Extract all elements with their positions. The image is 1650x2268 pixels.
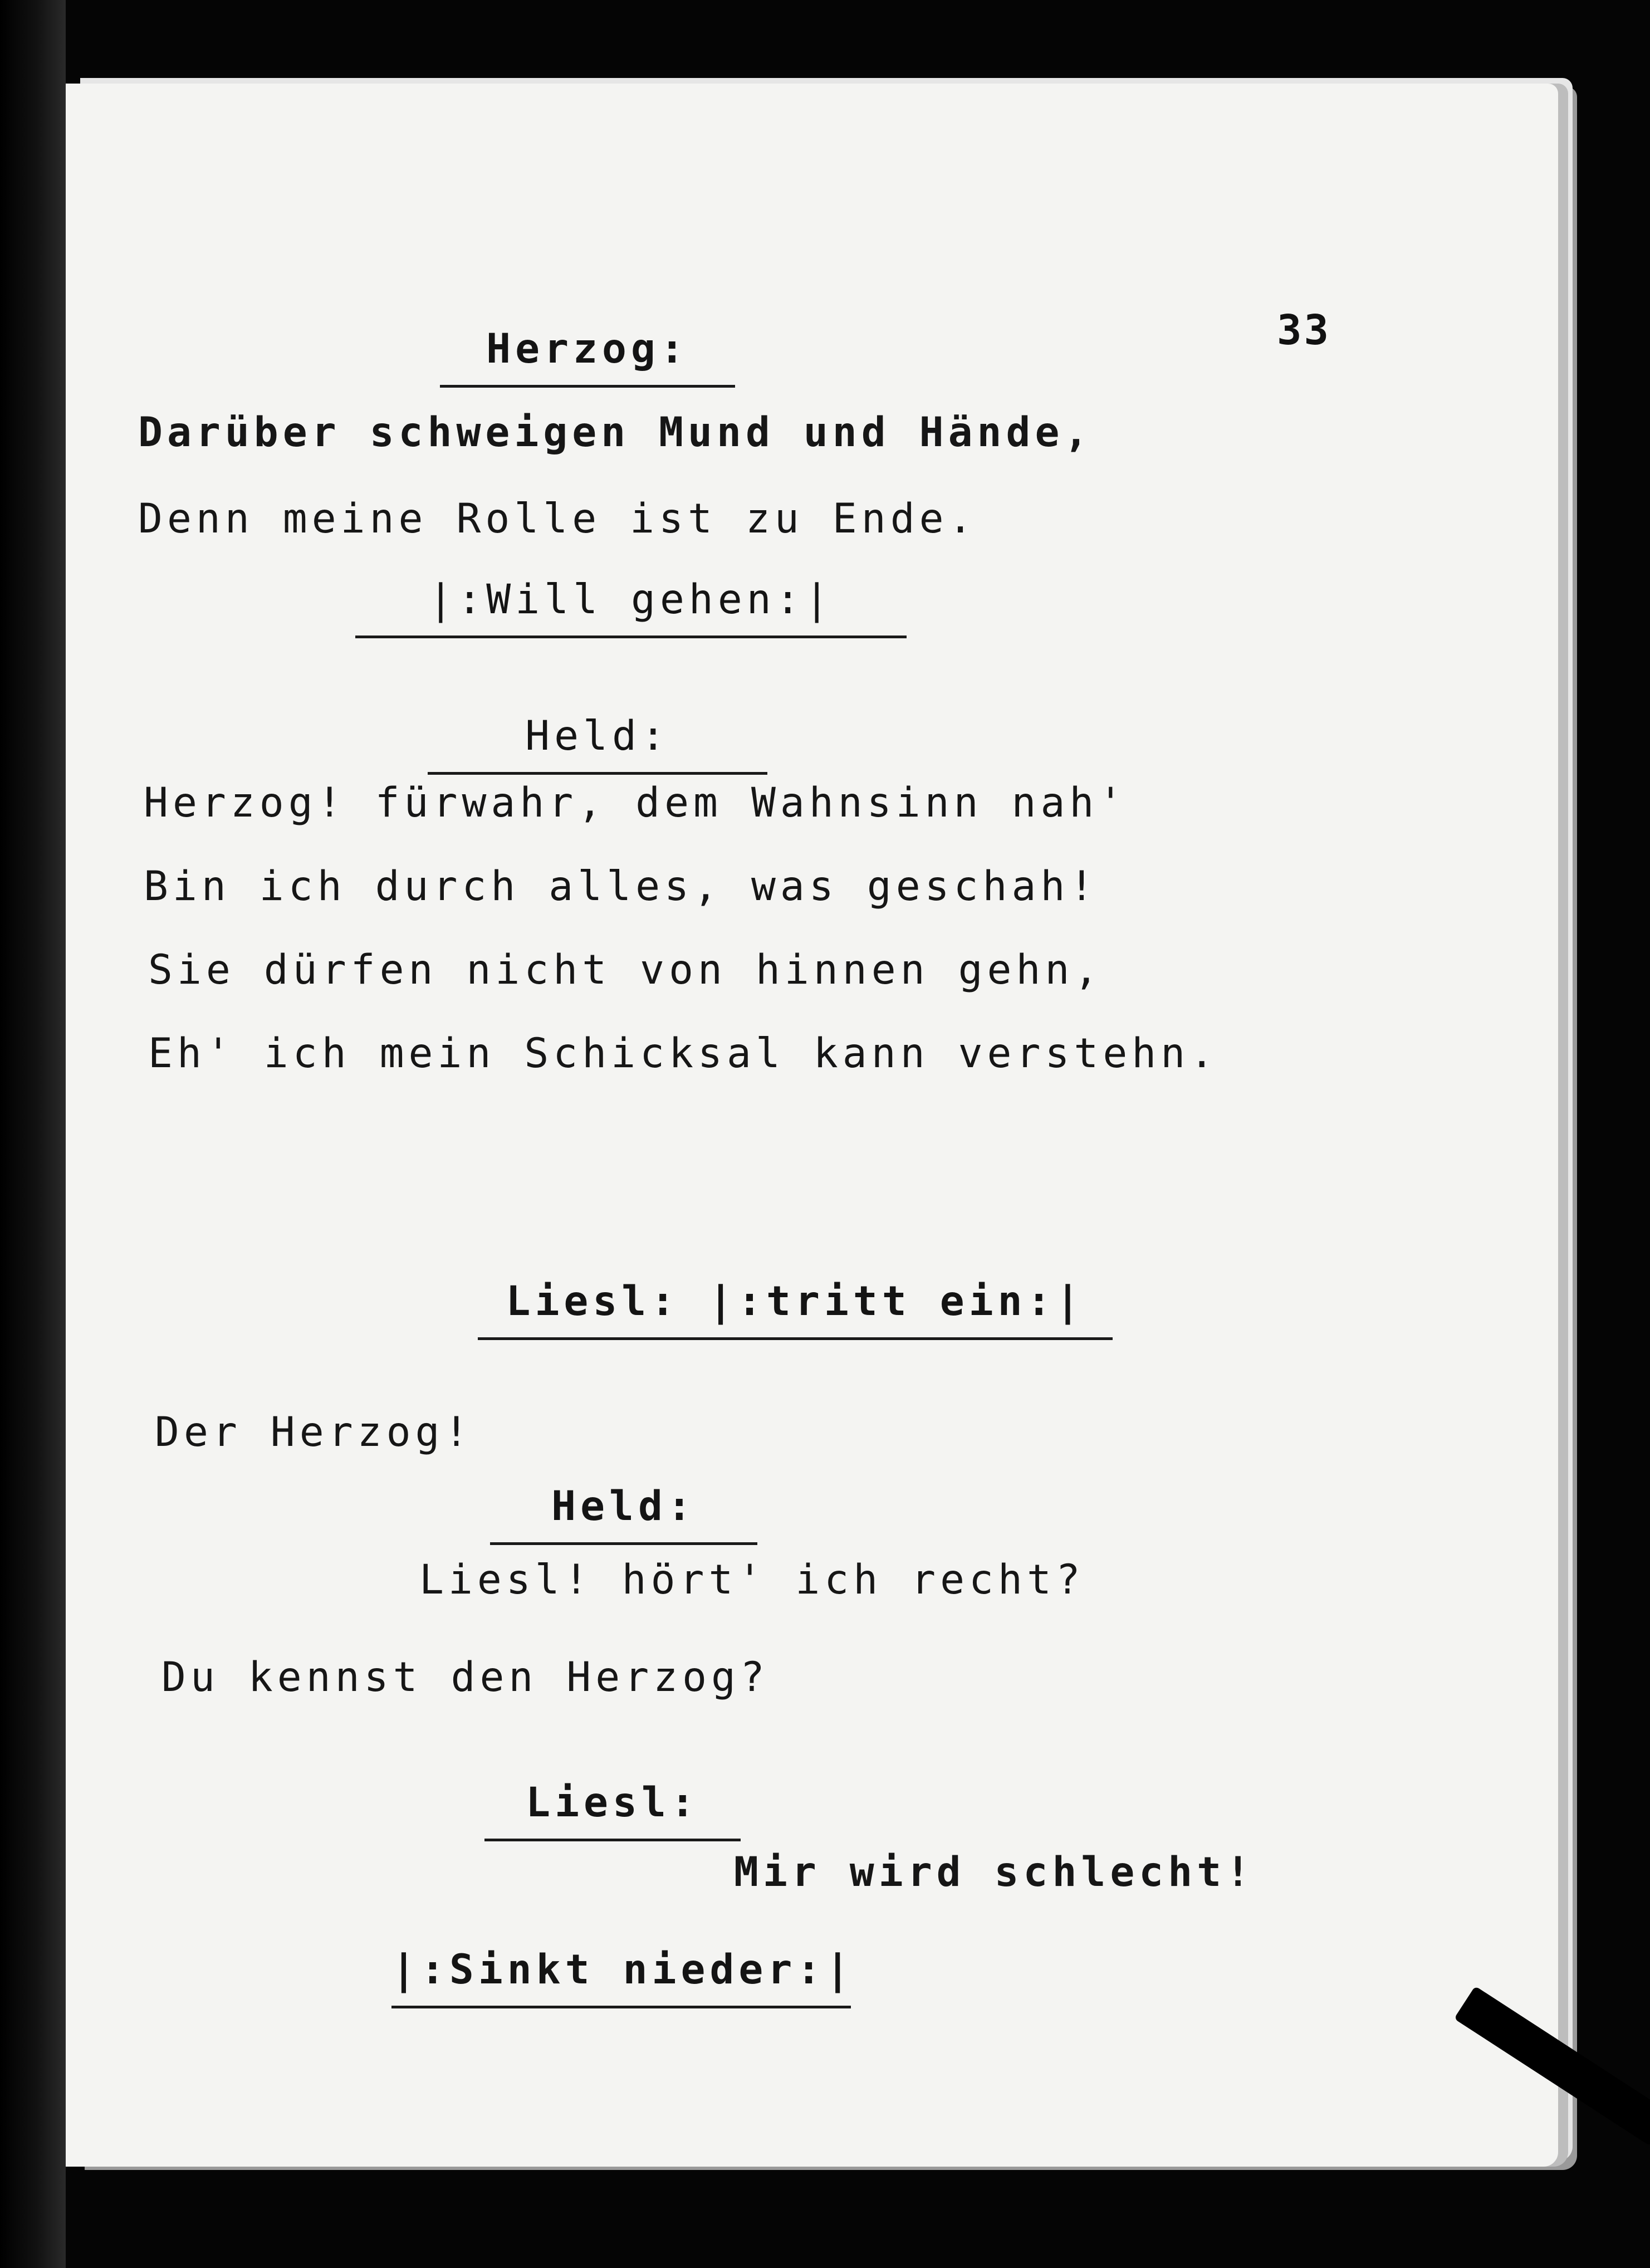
verse-line: Eh' ich mein Schicksal kann verstehn. [148, 1030, 1219, 1077]
document-page [66, 84, 1558, 2167]
verse-line: Der Herzog! [155, 1409, 473, 1456]
speaker-heading-liesl: Liesl: [484, 1782, 741, 1841]
speaker-heading-held: Held: [490, 1486, 757, 1545]
verse-line: Mir wird schlecht! [734, 1849, 1255, 1896]
verse-line: Denn meine Rolle ist zu Ende. [138, 495, 977, 542]
verse-line: Sie dürfen nicht von hinnen gehn, [148, 946, 1103, 994]
verse-line: Du kennst den Herzog? [161, 1654, 769, 1701]
verse-line: Bin ich durch alles, was geschah! [144, 863, 1099, 910]
verse-line: Herzog! fürwahr, dem Wahnsinn nah' [144, 779, 1128, 827]
verse-line: Darüber schweigen Mund und Hände, [138, 409, 1093, 456]
book-spine-shadow [0, 0, 66, 2268]
speaker-heading-herzog: Herzog: [440, 329, 735, 388]
speaker-heading-liesl: Liesl: |:tritt ein:| [478, 1281, 1113, 1340]
stage-direction: |:Sinkt nieder:| [391, 1949, 851, 2008]
page-number: 33 [1277, 306, 1331, 354]
verse-line: Liesl! hört' ich recht? [419, 1556, 1085, 1604]
stage-direction: |:Will gehen:| [355, 579, 907, 638]
speaker-heading-held: Held: [428, 716, 767, 775]
